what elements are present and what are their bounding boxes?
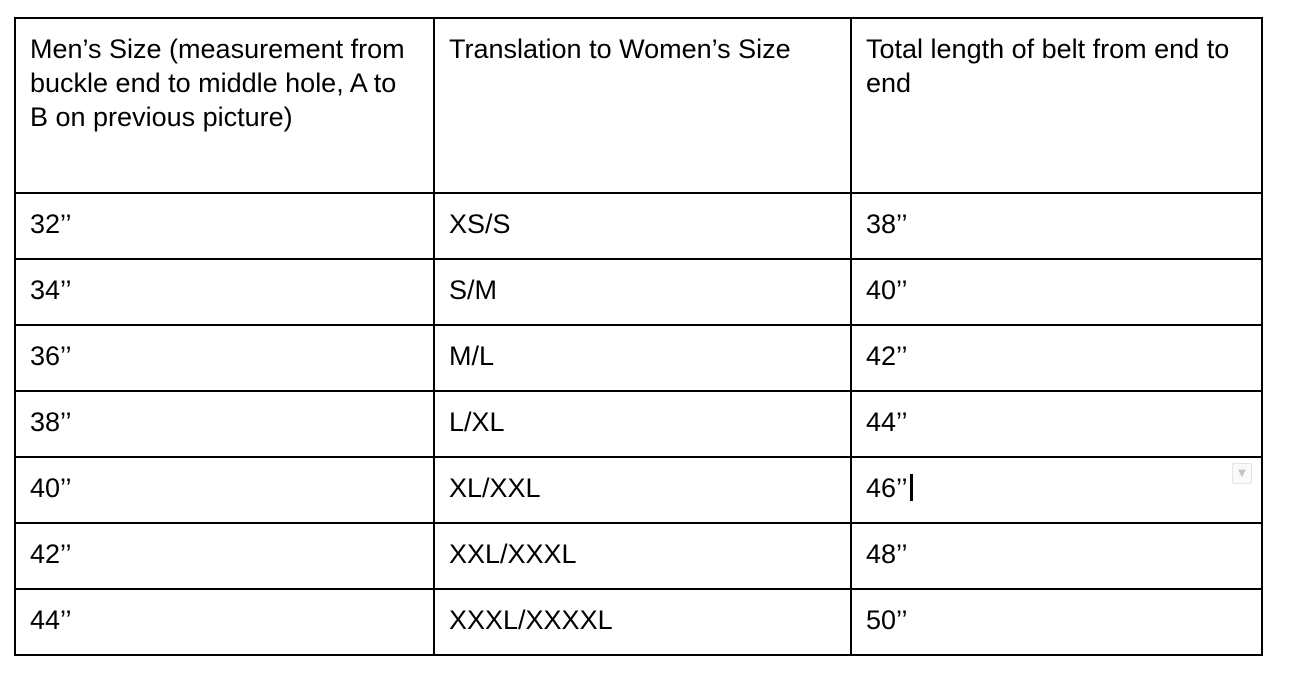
cell-mens-size[interactable]: 42’’ bbox=[15, 523, 434, 589]
cell-total-length[interactable]: 44’’ bbox=[851, 391, 1262, 457]
header-total-length[interactable]: Total length of belt from end to end bbox=[851, 18, 1262, 193]
cell-womens-size[interactable]: S/M bbox=[434, 259, 851, 325]
table-row bbox=[15, 391, 1262, 457]
cell-womens-size[interactable]: XXXL/XXXXL bbox=[434, 589, 851, 655]
cell-womens-size[interactable]: XS/S bbox=[434, 193, 851, 259]
cell-womens-size[interactable]: M/L bbox=[434, 325, 851, 391]
table-row bbox=[15, 589, 1262, 655]
cell-womens-size[interactable]: L/XL bbox=[434, 391, 851, 457]
cell-total-length[interactable]: 42’’ bbox=[851, 325, 1262, 391]
cell-total-length[interactable]: 38’’ bbox=[851, 193, 1262, 259]
cell-mens-size[interactable]: 34’’ bbox=[15, 259, 434, 325]
cell-total-length[interactable]: 48’’ bbox=[851, 523, 1262, 589]
header-womens-size[interactable]: Translation to Women’s Size bbox=[434, 18, 851, 193]
table-row bbox=[15, 193, 1262, 259]
chevron-down-icon: ▼ bbox=[1238, 467, 1246, 479]
cell-total-length[interactable]: 40’’ bbox=[851, 259, 1262, 325]
header-row bbox=[15, 18, 1262, 193]
cell-mens-size[interactable]: 38’’ bbox=[15, 391, 434, 457]
cell-total-length[interactable]: 50’’ bbox=[851, 589, 1262, 655]
belt-size-table bbox=[14, 17, 1263, 656]
cell-mens-size[interactable]: 32’’ bbox=[15, 193, 434, 259]
table-row bbox=[15, 259, 1262, 325]
cell-mens-size[interactable]: 36’’ bbox=[15, 325, 434, 391]
cell-total-length[interactable] bbox=[851, 457, 1262, 523]
cell-mens-size[interactable]: 44’’ bbox=[15, 589, 434, 655]
header-mens-size[interactable]: Men’s Size (measurement from buckle end to middle hole, A to B on previous picture) bbox=[15, 18, 434, 193]
table-row bbox=[15, 325, 1262, 391]
cell-womens-size[interactable]: XXL/XXXL bbox=[434, 523, 851, 589]
table-dropdown-button[interactable] bbox=[1232, 463, 1252, 484]
table-row bbox=[15, 523, 1262, 589]
cell-text: 46’’ bbox=[866, 473, 908, 503]
cell-mens-size[interactable]: 40’’ bbox=[15, 457, 434, 523]
table-row bbox=[15, 457, 1262, 523]
text-cursor bbox=[910, 474, 913, 501]
cell-womens-size[interactable]: XL/XXL bbox=[434, 457, 851, 523]
